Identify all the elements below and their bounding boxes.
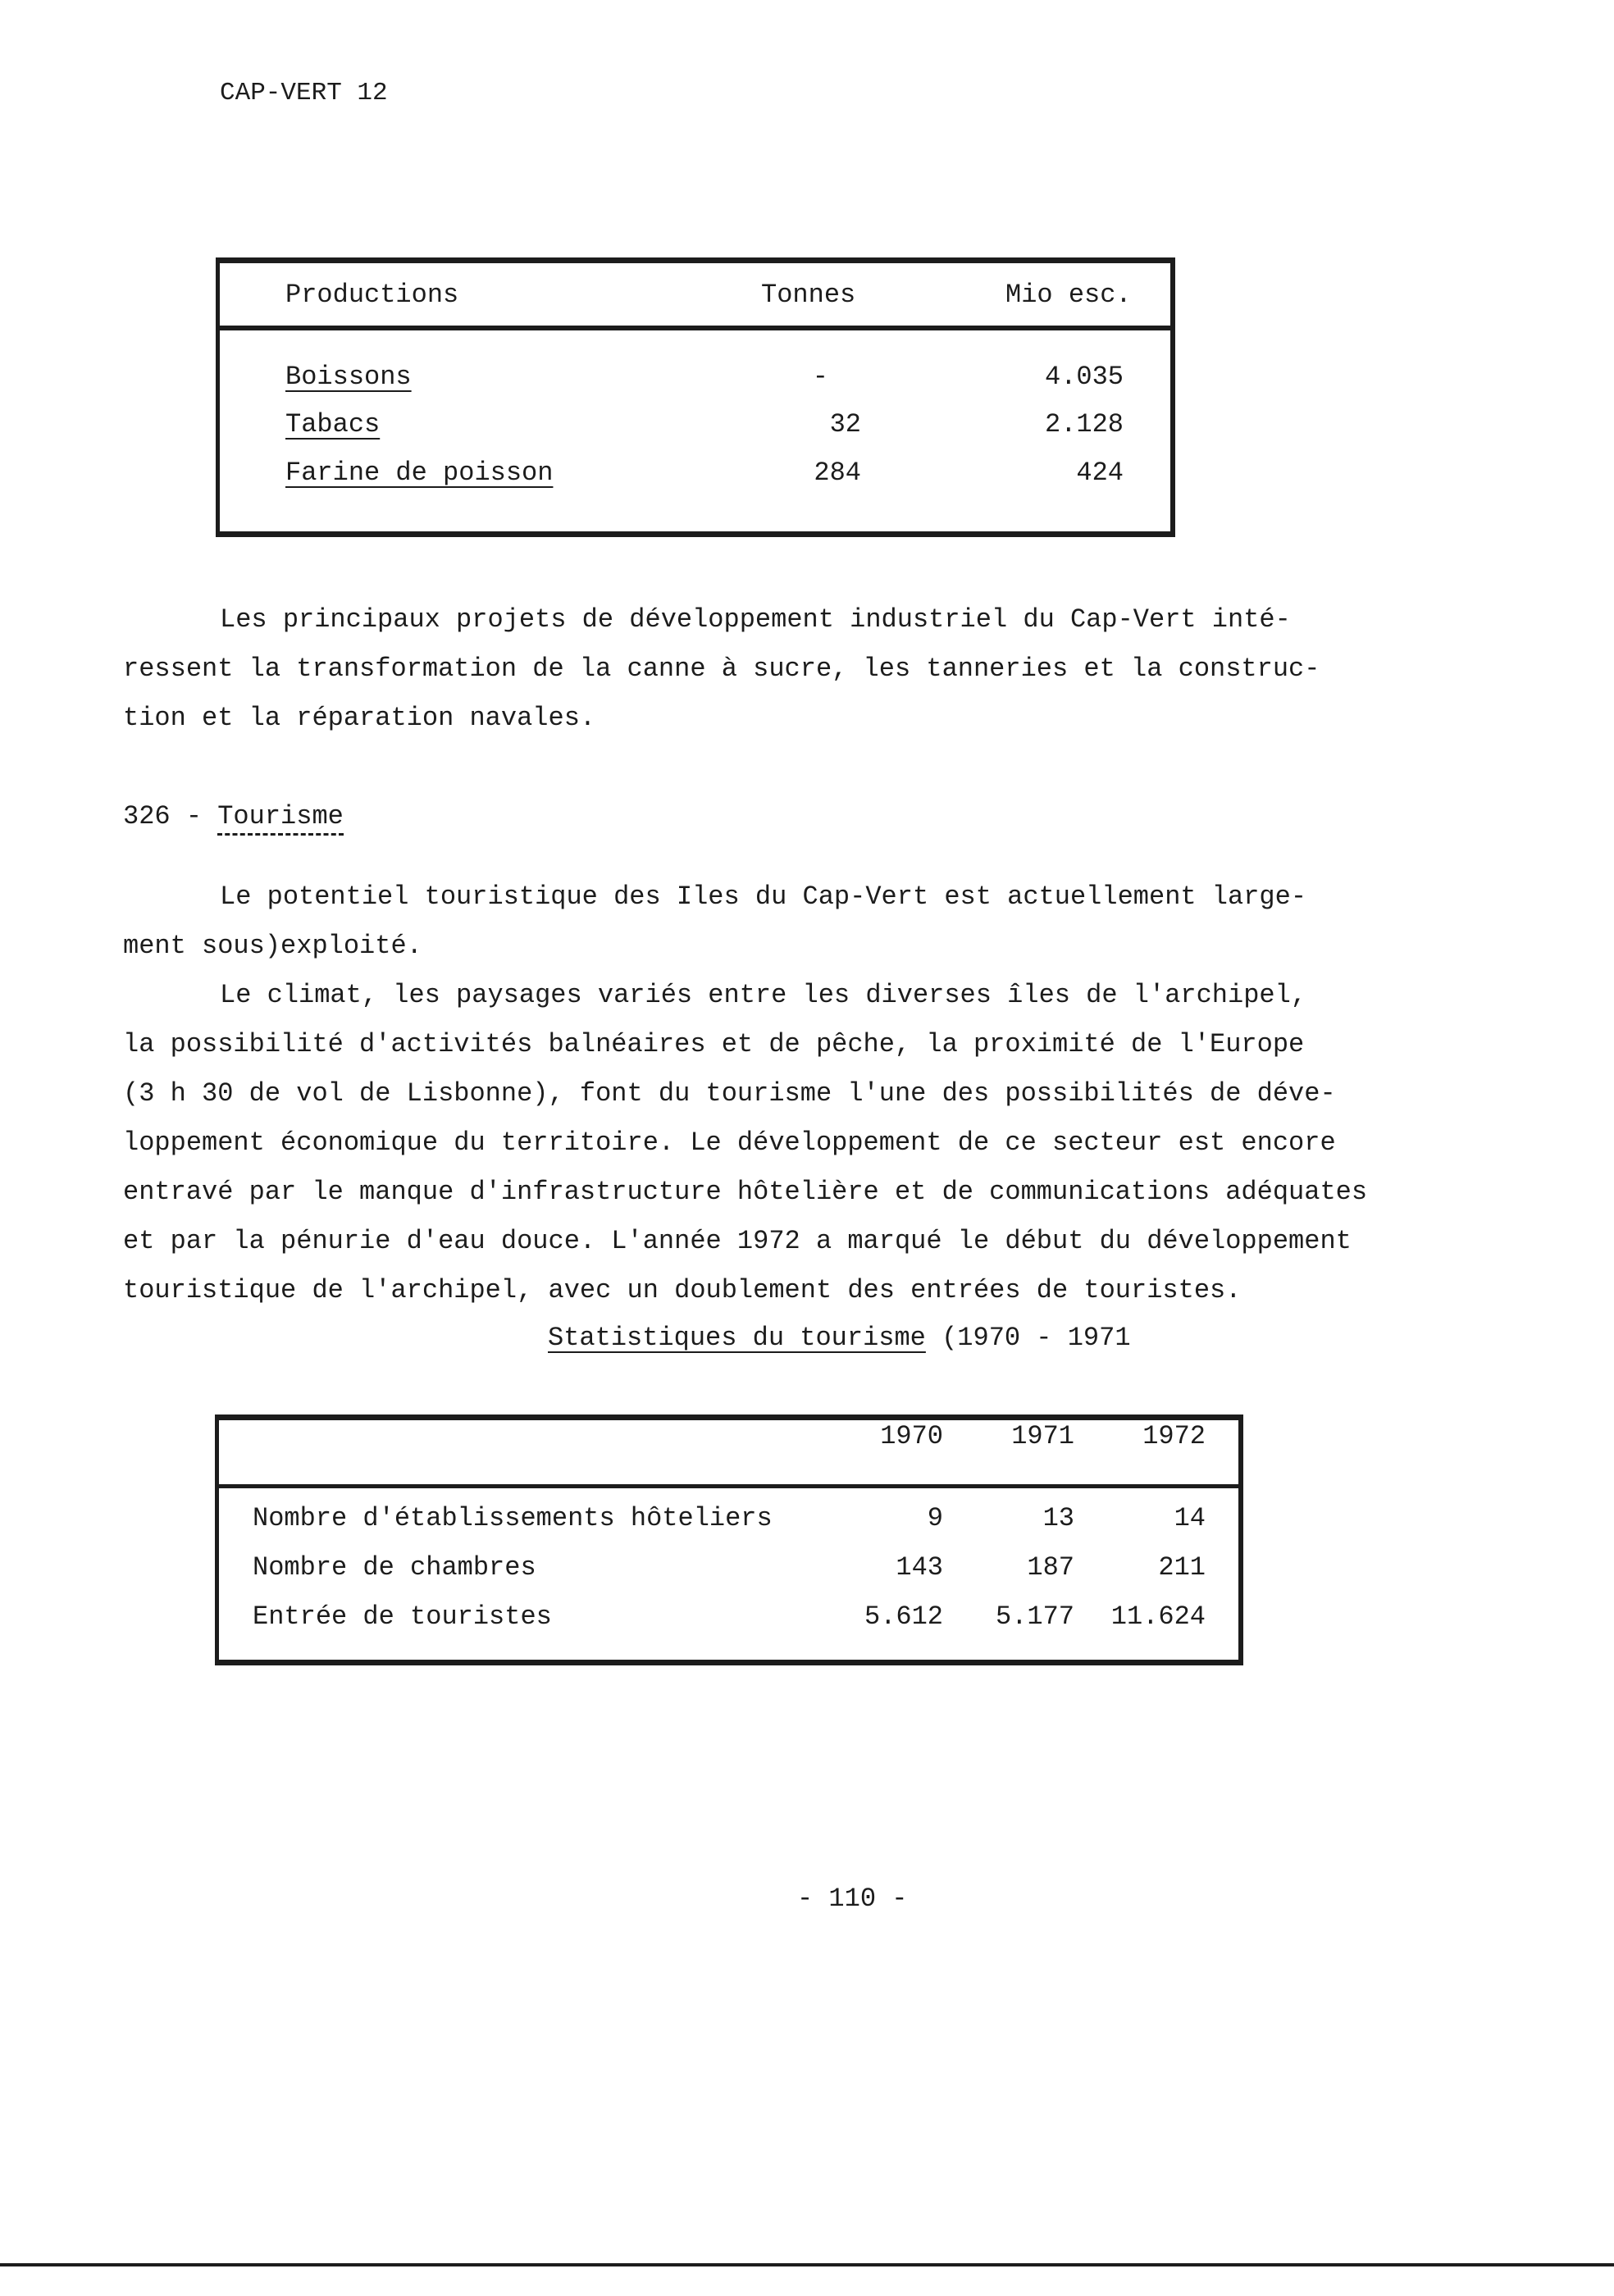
table-row-label: Nombre d'établissements hôteliers <box>253 1503 773 1533</box>
paragraph-line: la possibilité d'activités balnéaires et de pêche, la proximité de l'Europe <box>123 1029 1305 1059</box>
col-header-1970: 1970 <box>880 1421 943 1451</box>
table-row-tonnes: - <box>812 362 828 392</box>
page-number: - 110 - <box>797 1884 908 1914</box>
table-cell: 9 <box>927 1503 943 1533</box>
paragraph-line: Le potentiel touristique des Iles du Cap-Vert est actuellement large- <box>220 882 1307 912</box>
paragraph-line: touristique de l'archipel, avec un doublement des entrées de touristes. <box>123 1275 1242 1305</box>
table-header-divider <box>219 1484 1238 1488</box>
table-cell: 11.624 <box>1110 1601 1206 1632</box>
table-cell: 143 <box>896 1552 943 1583</box>
paragraph-line: ressent la transformation de la canne à sucre, les tanneries et la construc- <box>123 654 1320 684</box>
col-header-productions: Productions <box>285 280 459 310</box>
table-row-product: Boissons <box>285 362 412 392</box>
caption-years: (1970 - 1971 <box>942 1323 1131 1353</box>
table-row-mio: 4.035 <box>1044 362 1124 392</box>
paragraph-line: (3 h 30 de vol de Lisbonne), font du tourisme l'une des possibilités de déve- <box>123 1078 1336 1109</box>
paragraph-line: Le climat, les paysages variés entre les diverses îles de l'archipel, <box>220 980 1307 1010</box>
col-header-1972: 1972 <box>1142 1421 1206 1451</box>
col-header-1971: 1971 <box>1011 1421 1074 1451</box>
table-row-mio: 424 <box>1076 458 1124 488</box>
table-row-product: Farine de poisson <box>285 458 554 488</box>
paragraph-line: et par la pénurie d'eau douce. L'année 1972 a marqué le début du développement <box>123 1226 1352 1256</box>
table-cell: 5.177 <box>995 1601 1074 1632</box>
col-header-tonnes: Tonnes <box>761 280 856 310</box>
table-row-tonnes: 32 <box>829 409 861 440</box>
table-row-mio: 2.128 <box>1044 409 1124 440</box>
paragraph-line: tion et la réparation navales. <box>123 703 596 733</box>
table-row-tonnes: 284 <box>814 458 861 488</box>
table-row-product: Tabacs <box>285 409 381 440</box>
table-row-label: Entrée de touristes <box>253 1601 552 1632</box>
table-cell: 14 <box>1174 1503 1206 1533</box>
table-caption <box>548 1322 1131 1355</box>
table-cell: 187 <box>1027 1552 1074 1583</box>
table-cell: 13 <box>1042 1503 1074 1533</box>
section-heading <box>123 800 344 833</box>
page-header: CAP-VERT 12 <box>220 79 388 107</box>
bottom-rule <box>0 2263 1614 2266</box>
paragraph-line: loppement économique du territoire. Le développement de ce secteur est encore <box>123 1128 1336 1158</box>
paragraph-line: Les principaux projets de développement industriel du Cap-Vert inté- <box>220 604 1291 635</box>
col-header-mio: Mio esc. <box>1005 280 1132 310</box>
table-cell: 5.612 <box>864 1601 943 1632</box>
section-number: 326 - <box>123 801 203 831</box>
table-row-label: Nombre de chambres <box>253 1552 536 1583</box>
paragraph-line: entravé par le manque d'infrastructure hôtelière et de communications adéquates <box>123 1177 1368 1207</box>
caption-title: Statistiques du tourisme <box>548 1323 926 1353</box>
table-cell: 211 <box>1158 1552 1206 1583</box>
table-header-divider <box>220 326 1170 330</box>
section-title: Tourisme <box>217 801 344 836</box>
paragraph-line: ment sous)exploité. <box>123 931 422 961</box>
